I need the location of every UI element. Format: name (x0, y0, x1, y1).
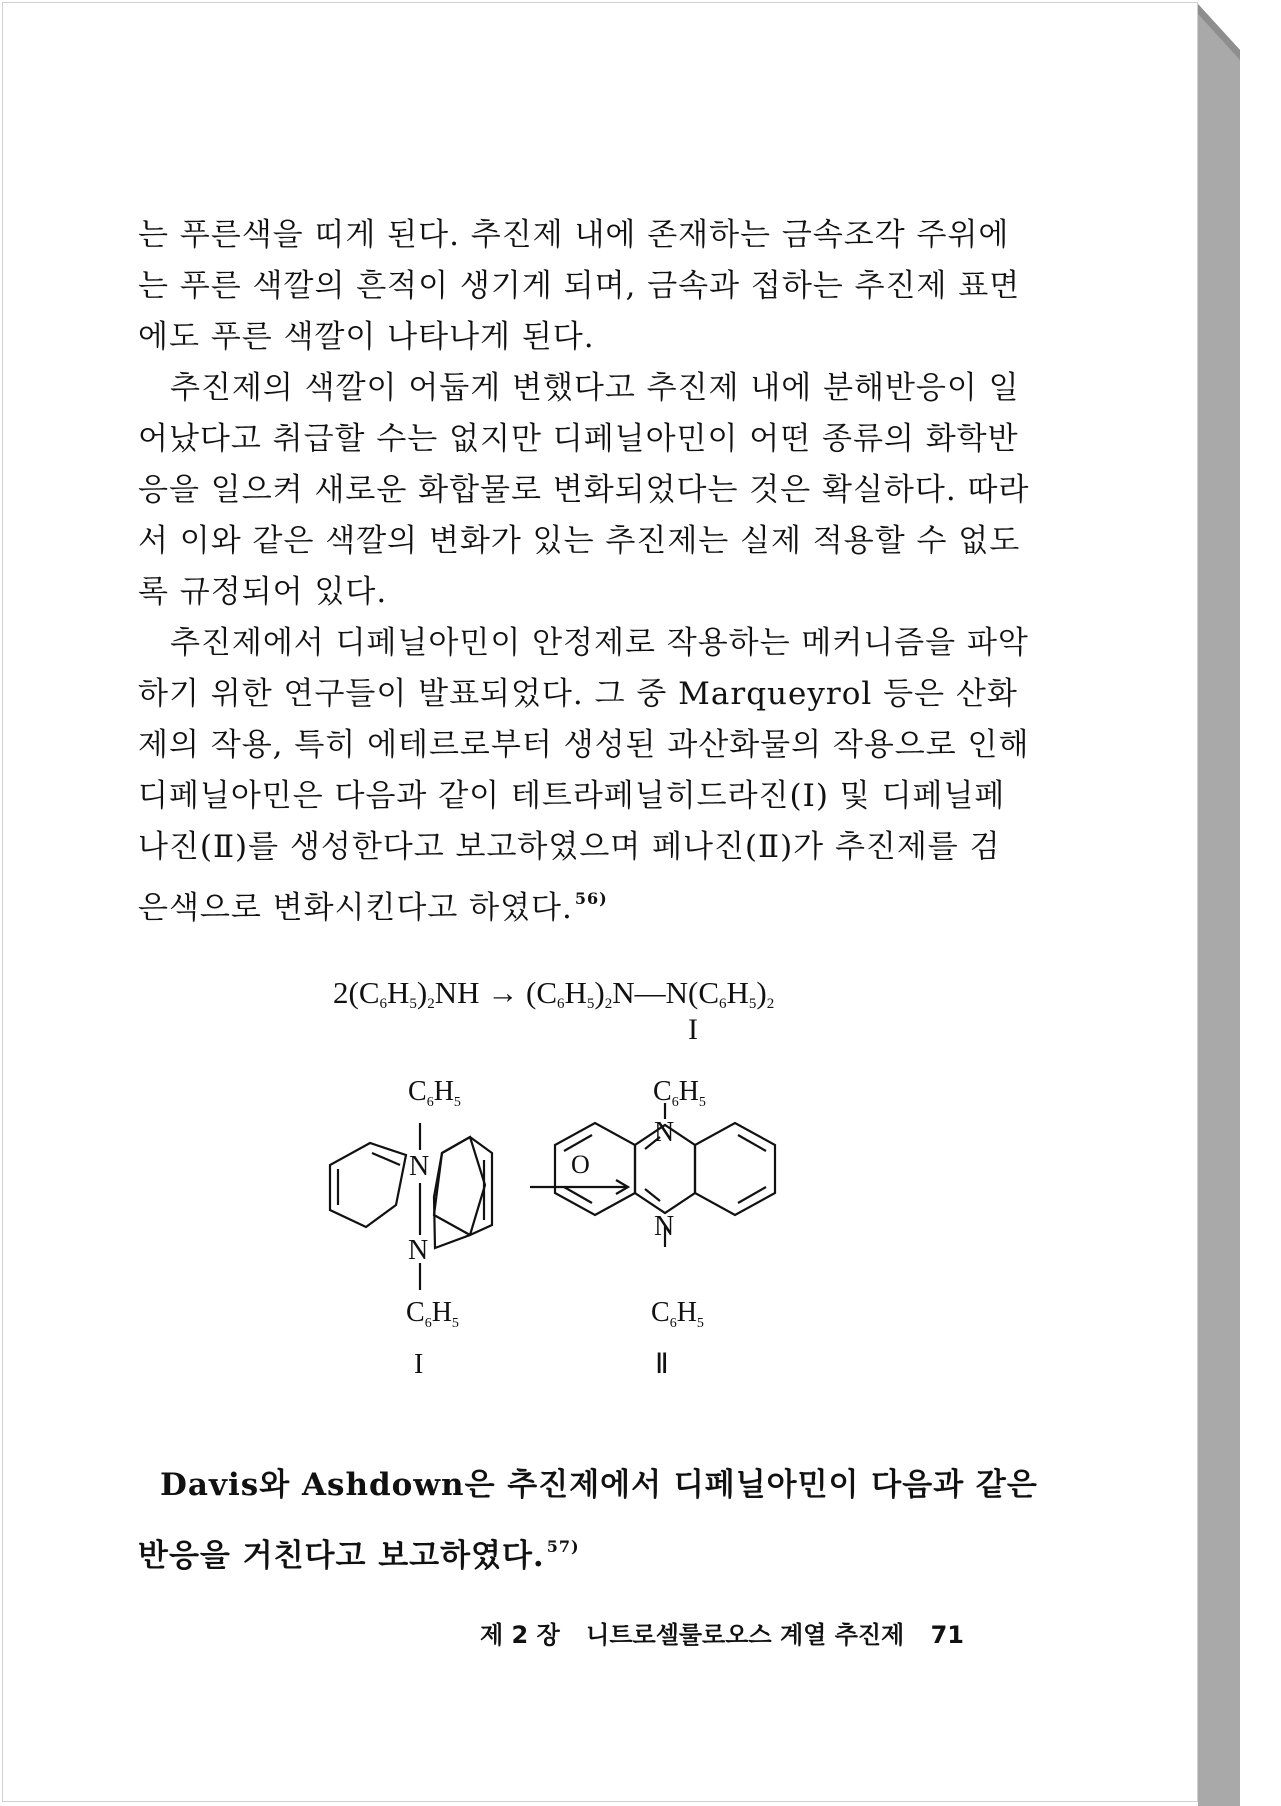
equation-coefficient: 2(C (333, 975, 380, 1010)
text-line: 는 푸른 색깔의 흔적이 생기게 되며, 금속과 접하는 추진제 표면 (138, 268, 1021, 304)
text-line: 서 이와 같은 색깔의 변화가 있는 추진제는 실제 적용할 수 없도 (138, 523, 1021, 559)
reaction-equation (333, 975, 853, 1050)
compound-label-right: Ⅱ (655, 1349, 669, 1380)
nitrogen-label: N (408, 1235, 429, 1266)
substituent-label: $C_6H_5$ (653, 1076, 706, 1110)
text-line: 제의 작용, 특히 에테르로부터 생성된 과산화물의 작용으로 인해 (138, 727, 1030, 763)
compound-label-left: I (414, 1349, 424, 1380)
text-line: 나진(Ⅱ)를 생성한다고 보고하였으며 페나진(Ⅱ)가 추진제를 검 (138, 829, 1001, 865)
nitrogen-label: N (409, 1151, 430, 1182)
equation-text: 2(C6H5)2NH → (C6H5)2N—N(C6H5)2 (333, 975, 775, 1012)
text-line: 록 규정되어 있다. (138, 574, 388, 610)
phenyl-ring (330, 1143, 406, 1227)
text-line (138, 1516, 1040, 1587)
structure-diagram (310, 1075, 870, 1385)
text-line: Davis와 Ashdown은 추진제에서 디페닐아민이 다음과 같은 (160, 1467, 1038, 1503)
text-line: 는 푸른색을 띠게 된다. 추진제 내에 존재하는 금속조각 주위에 (138, 217, 1010, 253)
phenazine-left-ring (555, 1123, 635, 1215)
phenazine-right-ring (695, 1123, 775, 1215)
compound-label: I (688, 1013, 698, 1046)
text-line: 에도 푸른 색깔이 나타나게 된다. (138, 319, 595, 355)
reaction-arrow: → (487, 975, 519, 1010)
structure-svg (310, 1075, 870, 1385)
reference-marker: 56) (574, 889, 608, 908)
text-line: 하기 위한 연구들이 발표되었다. 그 중 Marqueyrol 등은 산화 (138, 676, 1018, 712)
substituent-label: $C_6H_5$ (408, 1076, 461, 1110)
running-footer (480, 1615, 1020, 1650)
text-line-content: 반응을 거친다고 보고하였다. (138, 1538, 545, 1574)
text-line: 추진제에서 디페닐아민이 안정제로 작용하는 메커니즘을 파악 (170, 625, 1029, 661)
paragraph-davis (138, 1455, 1040, 1587)
text-line: 추진제의 색깔이 어둡게 변했다고 추진제 내에 분해반응이 일 (170, 370, 1020, 406)
chapter-label: 제 2 장 (480, 1621, 560, 1649)
body-text (138, 210, 1038, 924)
oxidant-label: O (571, 1150, 590, 1179)
text-line: 응을 일으켜 새로운 화합물로 변화되었다는 것은 확실하다. 따라 (138, 472, 1030, 508)
reference-marker: 57) (546, 1537, 580, 1556)
substituent-label: $C_6H_5$ (406, 1297, 459, 1331)
text-line: 어났다고 취급할 수는 없지만 디페닐아민이 어떤 종류의 화학반 (138, 421, 1019, 457)
chapter-title: 니트로셀룰로오스 계열 추진제 (586, 1621, 905, 1649)
substituent-label: $C_6H_5$ (651, 1297, 704, 1331)
text-line-content: 은색으로 변화시킨다고 하였다. (138, 890, 573, 926)
page-number: 71 (930, 1621, 965, 1649)
nitrogen-label: N (654, 1117, 675, 1148)
nitrogen-label: N (654, 1211, 675, 1242)
text-line (138, 873, 1038, 924)
text-line: 디페닐아민은 다음과 같이 테트라페닐히드라진(Ⅰ) 및 디페닐페 (138, 778, 1006, 814)
